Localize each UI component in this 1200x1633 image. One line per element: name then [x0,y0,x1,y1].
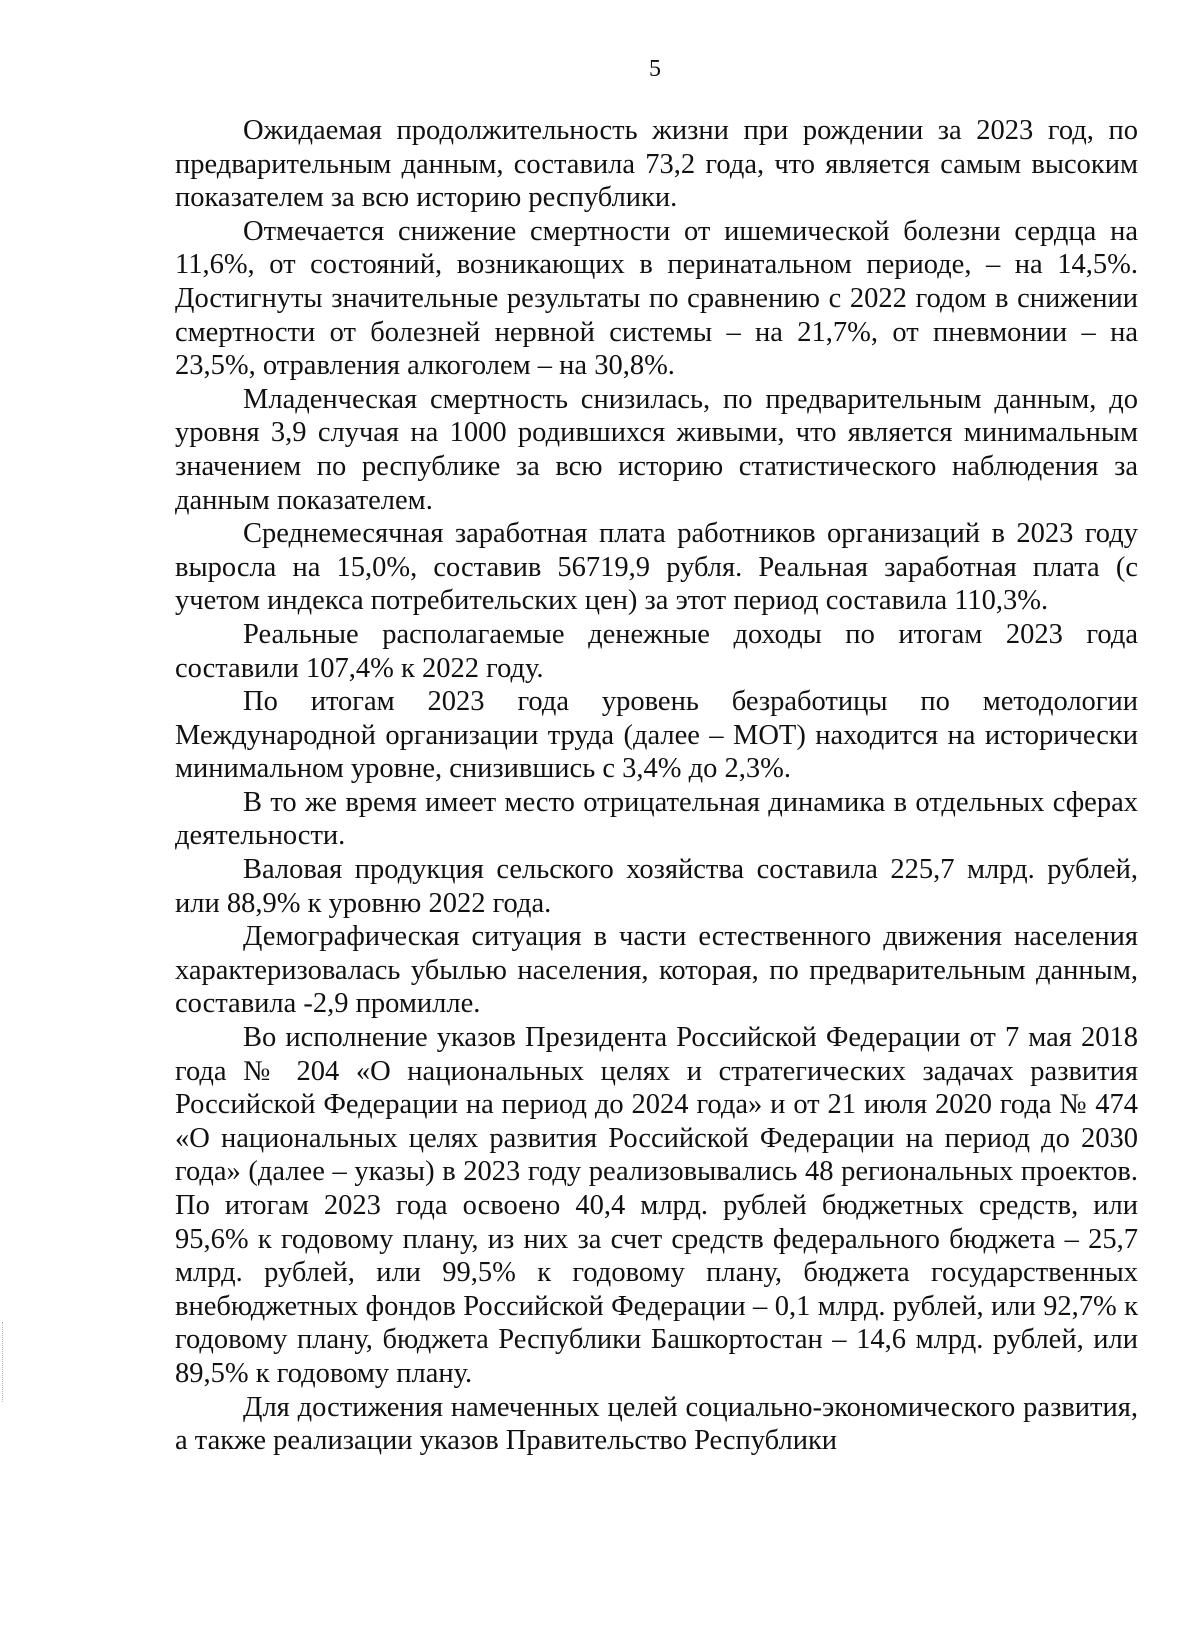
paragraph-real-income: Реальные располагаемые денежные доходы по итогам 2023 года составили 107,4% к 2022 году. [175,618,1138,684]
scan-margin-mark [2,1322,6,1402]
paragraph-mortality-decline: Отмечается снижение смертности от ишемической болезни сердца на 11,6%, от состояний, возникающих в перинатальном периоде, – на 14,5%. Достигнуты значительные результаты по сравнению с 2022 годом в снижении смертности от болезней нервной системы – на 21,7%, от пневмонии – на 23,5%, отравления алкоголем – на 30,8%. [175,215,1138,382]
page-number: 5 [649,56,661,82]
paragraph-demography: Демографическая ситуация в части естественного движения населения характеризовалась убылью населения, которая, по предварительным данным, составила -2,9 промилле. [175,921,1138,1020]
document-body [175,114,1138,1458]
paragraph-national-projects: Во исполнение указов Президента Российской Федерации от 7 мая 2018 года № 204 «О национальных целях и стратегических задачах развития Российской Федерации на период до 2024 года» и от 21 июля 2020 года № 474 «О национальных целях развития Российской Федерации на период до 2030 года» (далее – указы) в 2023 году реализовывались 48 региональных проектов. По итогам 2023 года освоено 40,4 млрд. рублей бюджетных средств, или 95,6% к годовому плану, из них за счет средств федерального бюджета – 25,7 млрд. рублей, или 99,5% к годовому плану, бюджета государственных внебюджетных фондов Российской Федерации – 0,1 млрд. рублей, или 92,7% к годовому плану, бюджета Республики Башкортостан – 14,6 млрд. рублей, или 89,5% к годовому плану. [175,1022,1138,1389]
paragraph-unemployment: По итогам 2023 года уровень безработицы по методологии Международной организации труда (далее – МОТ) находится на исторически минимальном уровне, снизившись с 3,4% до 2,3%. [175,686,1138,785]
paragraph-agriculture: Валовая продукция сельского хозяйства составила 225,7 млрд. рублей, или 88,9% к уровню 2022 года. [175,854,1138,919]
paragraph-life-expectancy: Ожидаемая продолжительность жизни при рождении за 2023 год, по предварительным данным, составила 73,2 года, что является самым высоким показателем за всю историю республики. [175,115,1138,214]
paragraph-average-salary: Среднемесячная заработная плата работников организаций в 2023 году выросла на 15,0%, составив 56719,9 рубля. Реальная заработная плата (с учетом индекса потребительских цен) за этот период составила 110,3%. [175,518,1138,617]
paragraph-negative-dynamics: В то же время имеет место отрицательная динамика в отдельных сферах деятельности. [175,786,1138,852]
paragraph-development-goals: Для достижения намеченных целей социально-экономического развития, а также реализации указов Правительство Республики [175,1391,1138,1457]
paragraph-infant-mortality: Младенческая смертность снизилась, по предварительным данным, до уровня 3,9 случая на 1000 родившихся живыми, что является минимальным значением по республике за всю историю статистического наблюдения за данным показателем. [175,383,1138,516]
